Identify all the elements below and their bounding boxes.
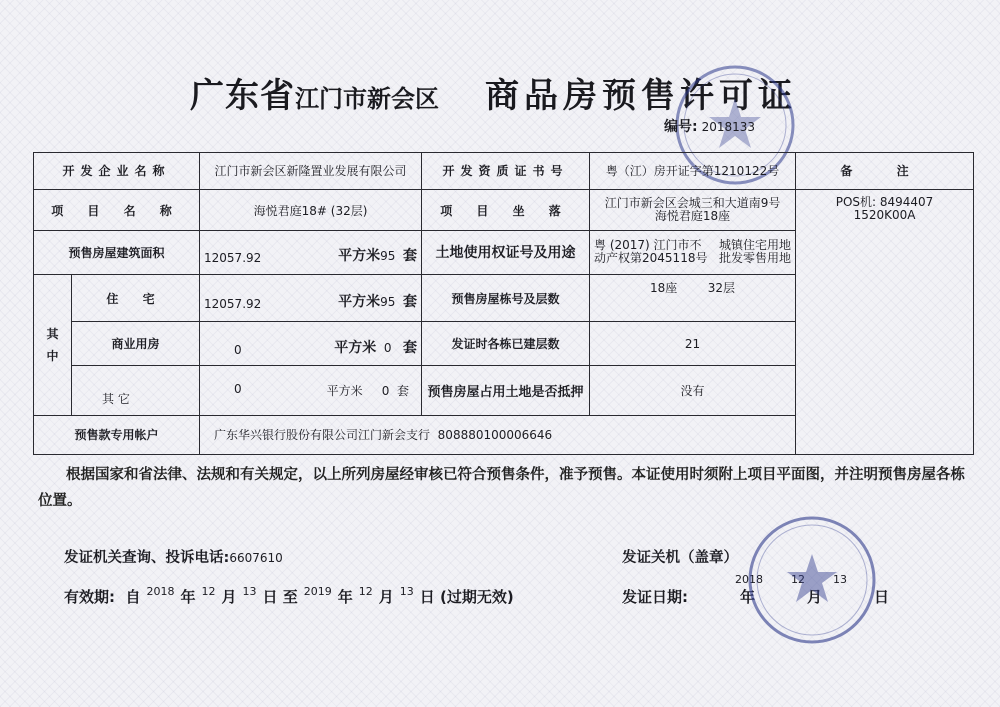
title-city-district: 江门市新会区: [295, 85, 439, 113]
land-value: [590, 231, 796, 274]
complaint-phone: [64, 546, 283, 567]
serial-value: 2018133: [701, 120, 756, 134]
from-year: 2018: [146, 585, 175, 598]
remarks-label: 备 注: [796, 153, 974, 190]
account-label: 预售款专用帐户: [34, 415, 200, 454]
from-month: 12: [201, 585, 216, 598]
from-day: 13: [242, 585, 257, 598]
official-seal-bottom: [742, 510, 882, 650]
to-word: 至: [282, 588, 298, 606]
from-day-word: 日: [262, 588, 278, 606]
building-number: 18座: [649, 280, 678, 295]
developer-label: 开发企业名称: [34, 153, 200, 190]
phone-value: 6607610: [229, 551, 283, 565]
commercial-set: 套: [403, 339, 418, 356]
to-day: 13: [399, 585, 414, 598]
building-label: 预售房屋栋号及层数: [422, 274, 590, 322]
commercial-count: 0: [383, 340, 392, 355]
valid-label: 有效期:: [64, 588, 115, 606]
to-month-word: 月: [378, 588, 394, 606]
remarks-line-2: 1520K00A: [853, 207, 916, 222]
land-label: 土地使用权证号及用途: [422, 231, 590, 274]
commercial-label: 商业用房: [72, 322, 200, 365]
residential-cell: [200, 274, 422, 322]
row-developer: [34, 153, 974, 190]
built-value: 21: [590, 322, 796, 365]
remarks-line-1: POS机: 8494407: [835, 194, 934, 209]
issue-day: 13: [833, 573, 847, 586]
project-value: 海悦君庭18# (32层): [200, 189, 422, 230]
other-set: 套: [397, 383, 410, 398]
title-document-name: 商品房预售许可证: [485, 76, 797, 116]
commercial-value: 0: [234, 342, 242, 357]
row-account: [34, 415, 974, 454]
account-bank: 广东华兴银行股份有限公司江门新会支行: [214, 428, 431, 443]
to-year: 2019: [303, 585, 332, 598]
land-cert-line-2: 动产权第2045118号: [594, 251, 708, 266]
area-count: 95: [380, 249, 396, 264]
other-cell: [200, 365, 422, 415]
other-unit: 平方米: [326, 383, 363, 398]
valid-suffix: 日 (过期无效): [419, 588, 514, 606]
issue-year-word: 年: [740, 588, 756, 606]
land-use-line-2: 批发零售用地: [719, 251, 792, 266]
issuer-label: 发证关机（盖章）: [622, 550, 738, 566]
location-label: 项 目 坐 落: [422, 189, 590, 230]
area-cell: [200, 231, 422, 274]
mortgage-label: 预售房屋占用土地是否抵押: [422, 365, 590, 415]
land-use-line-1: 城镇住宅用地: [719, 238, 792, 253]
title-province: 广东省: [190, 76, 295, 116]
built-label: 发证时各栋已建层数: [422, 322, 590, 365]
issue-day-word: 日: [874, 588, 890, 606]
validity-period: [64, 586, 514, 607]
area-unit: 平方米: [338, 248, 381, 265]
building-value: [590, 274, 796, 322]
account-value: [200, 415, 974, 454]
qualification-label: 开发资质证书号: [422, 153, 590, 190]
qizhong-label: [34, 274, 72, 415]
area-value: 12057.92: [204, 251, 262, 266]
land-cert-line-1: 粤 (2017) 江门市不: [594, 238, 702, 253]
developer-value: 江门市新会区新隆置业发展有限公司: [200, 153, 422, 190]
location-value: [590, 189, 796, 230]
building-floors: 32层: [707, 280, 736, 295]
serial-number: [664, 116, 755, 136]
serial-label: 编号:: [664, 119, 698, 135]
area-label: 预售房屋建筑面积: [34, 231, 200, 274]
area-set: 套: [403, 248, 418, 265]
certificate-table: [33, 152, 974, 455]
issue-date-label: 发证日期:: [622, 588, 688, 606]
location-line-2: 海悦君庭18座: [654, 209, 731, 224]
commercial-cell: [200, 322, 422, 365]
account-number: 808880100006646: [437, 428, 553, 443]
from-month-word: 月: [221, 588, 237, 606]
qizhong-text: 其中: [46, 326, 59, 363]
from-year-word: 年: [180, 588, 196, 606]
issue-month: 12: [791, 573, 805, 586]
residential-unit: 平方米: [338, 294, 381, 311]
approval-statement: 根据国家和省法律、法规和有关规定，以上所列房屋经审核已符合预售条件，准予预售。本证使用时须附上项目平面图，并注明预售房屋各栋位置。: [38, 467, 965, 509]
phone-label: 发证机关查询、投诉电话:: [64, 550, 230, 566]
project-label: 项 目 名 称: [34, 189, 200, 230]
other-count: 0: [381, 383, 390, 398]
residential-set: 套: [403, 294, 418, 311]
residential-count: 95: [380, 295, 396, 310]
row-project: [34, 189, 974, 230]
residential-value: 12057.92: [204, 297, 262, 312]
to-year-word: 年: [337, 588, 353, 606]
from-word: 自: [125, 588, 141, 606]
residential-label: 住 宅: [72, 274, 200, 322]
location-line-1: 江门市新会区会城三和大道南9号: [604, 196, 781, 211]
mortgage-value: 没有: [590, 365, 796, 415]
issue-year: 2018: [735, 573, 763, 586]
other-label: 其 它: [72, 365, 200, 415]
other-value: 0: [234, 381, 242, 396]
qualification-value: 粤（江）房开证字第1210122号: [590, 153, 796, 190]
commercial-unit: 平方米: [334, 339, 377, 356]
to-month: 12: [358, 585, 373, 598]
issue-month-word: 月: [807, 588, 823, 606]
